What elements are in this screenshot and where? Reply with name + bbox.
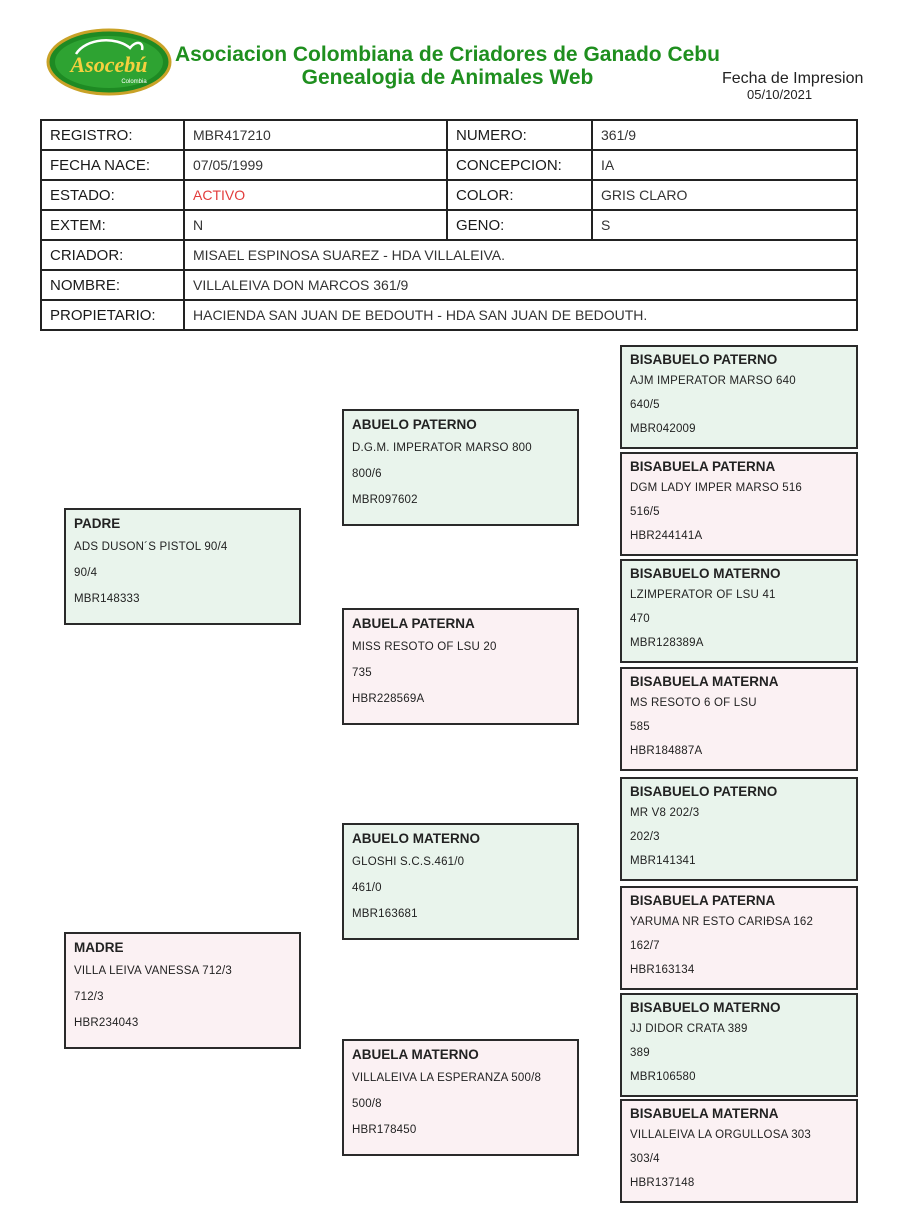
- table-row: [41, 150, 857, 180]
- extem-label: EXTEM:: [41, 210, 184, 240]
- madre-role: MADRE: [74, 940, 124, 955]
- madre-registro: HBR234043: [74, 1017, 139, 1029]
- nombre-value: VILLALEIVA DON MARCOS 361/9: [184, 270, 857, 300]
- registro-label: REGISTRO:: [41, 120, 184, 150]
- propietario-value: HACIENDA SAN JUAN DE BEDOUTH - HDA SAN JUAN DE BEDOUTH.: [184, 300, 857, 330]
- registro-value: MBR417210: [184, 120, 447, 150]
- bisabuelo-box: [620, 345, 858, 449]
- padre-role: PADRE: [74, 516, 121, 531]
- abuela-paterna-registro: HBR228569A: [352, 693, 425, 705]
- page-subtitle: Genealogia de Animales Web: [301, 66, 594, 89]
- bisabuelo-box: [620, 993, 858, 1097]
- bisabuelo-role: BISABUELA PATERNA: [630, 459, 776, 474]
- criador-value: MISAEL ESPINOSA SUAREZ - HDA VILLALEIVA.: [184, 240, 857, 270]
- bisabuelo-number: 516/5: [630, 506, 660, 518]
- madre-box: [64, 932, 301, 1049]
- extem-value: N: [184, 210, 447, 240]
- abuela-paterna-name: MISS RESOTO OF LSU 20: [352, 641, 497, 653]
- abuela-materna-number: 500/8: [352, 1098, 382, 1110]
- nombre-label: NOMBRE:: [41, 270, 184, 300]
- bisabuelo-registro: MBR128389A: [630, 637, 704, 649]
- color-label: COLOR:: [447, 180, 592, 210]
- bisabuelo-role: BISABUELA MATERNA: [630, 1106, 779, 1121]
- table-row: [41, 210, 857, 240]
- bisabuelo-name: AJM IMPERATOR MARSO 640: [630, 375, 796, 387]
- bisabuelo-registro: HBR244141A: [630, 530, 703, 542]
- bisabuelo-number: 162/7: [630, 940, 660, 952]
- bisabuelo-role: BISABUELO MATERNO: [630, 566, 781, 581]
- bisabuelo-box: [620, 777, 858, 881]
- bisabuelo-number: 202/3: [630, 831, 660, 843]
- bisabuelo-name: MR V8 202/3: [630, 807, 700, 819]
- numero-value: 361/9: [592, 120, 857, 150]
- geno-label: GENO:: [447, 210, 592, 240]
- abuelo-paterno-number: 800/6: [352, 468, 382, 480]
- bisabuelo-name: MS RESOTO 6 OF LSU: [630, 697, 757, 709]
- bisabuelo-number: 470: [630, 613, 650, 625]
- abuelo-materno-role: ABUELO MATERNO: [352, 831, 480, 846]
- bisabuelo-role: BISABUELO PATERNO: [630, 784, 778, 799]
- padre-registro: MBR148333: [74, 593, 140, 605]
- abuela-materna-box: [342, 1039, 579, 1156]
- padre-box: [64, 508, 301, 625]
- color-value: GRIS CLARO: [592, 180, 857, 210]
- bisabuelo-number: 640/5: [630, 399, 660, 411]
- criador-label: CRIADOR:: [41, 240, 184, 270]
- abuela-paterna-box: [342, 608, 579, 725]
- numero-label: NUMERO:: [447, 120, 592, 150]
- table-row: [41, 240, 857, 270]
- bisabuelo-role: BISABUELA PATERNA: [630, 893, 776, 908]
- logo-subtext: Colombia: [121, 79, 147, 85]
- propietario-label: PROPIETARIO:: [41, 300, 184, 330]
- bisabuelo-box: [620, 667, 858, 771]
- abuela-materna-name: VILLALEIVA LA ESPERANZA 500/8: [352, 1072, 542, 1084]
- estado-value: ACTIVO: [184, 180, 447, 210]
- abuelo-paterno-registro: MBR097602: [352, 494, 418, 506]
- print-date: 05/10/2021: [747, 87, 813, 102]
- bisabuelo-name: VILLALEIVA LA ORGULLOSA 303: [630, 1129, 811, 1141]
- madre-number: 712/3: [74, 991, 104, 1003]
- fecha-nace-value: 07/05/1999: [184, 150, 447, 180]
- abuelo-paterno-name: D.G.M. IMPERATOR MARSO 800: [352, 442, 532, 454]
- abuela-materna-role: ABUELA MATERNO: [352, 1047, 479, 1062]
- bisabuelo-box: [620, 1099, 858, 1203]
- bisabuelo-box: [620, 886, 858, 990]
- print-date-label: Fecha de Impresion: [722, 70, 864, 87]
- bisabuelo-name: LZIMPERATOR OF LSU 41: [630, 589, 776, 601]
- bisabuelo-box: [620, 559, 858, 663]
- bisabuelo-registro: HBR137148: [630, 1177, 695, 1189]
- abuelo-materno-registro: MBR163681: [352, 908, 418, 920]
- bisabuelo-role: BISABUELA MATERNA: [630, 674, 779, 689]
- bisabuelo-name: DGM LADY IMPER MARSO 516: [630, 482, 803, 494]
- bisabuelo-name: YARUMA NR ESTO CARIÐSA 162: [630, 916, 814, 928]
- bisabuelo-box: [620, 452, 858, 556]
- table-row: [41, 270, 857, 300]
- padre-number: 90/4: [74, 567, 98, 579]
- animal-info-table: [40, 119, 858, 331]
- bisabuelo-number: 389: [630, 1047, 650, 1059]
- bisabuelo-number: 303/4: [630, 1153, 660, 1165]
- table-row: [41, 300, 857, 330]
- abuela-paterna-role: ABUELA PATERNA: [352, 616, 475, 631]
- padre-name: ADS DUSON´S PISTOL 90/4: [74, 541, 228, 553]
- bisabuelo-registro: HBR184887A: [630, 745, 703, 757]
- page-title: Asociacion Colombiana de Criadores de Ganado Cebu: [175, 43, 720, 66]
- bisabuelo-registro: MBR141341: [630, 855, 696, 867]
- abuelo-paterno-role: ABUELO PATERNO: [352, 417, 477, 432]
- abuelo-materno-name: GLOSHI S.C.S.461/0: [352, 856, 465, 868]
- abuelo-paterno-box: [342, 409, 579, 526]
- table-row: [41, 180, 857, 210]
- logo-text: Asocebú: [70, 52, 148, 77]
- fecha-nace-label: FECHA NACE:: [41, 150, 184, 180]
- abuela-materna-registro: HBR178450: [352, 1124, 417, 1136]
- abuela-paterna-number: 735: [352, 667, 372, 679]
- table-row: [41, 120, 857, 150]
- bisabuelo-role: BISABUELO PATERNO: [630, 352, 778, 367]
- bisabuelo-role: BISABUELO MATERNO: [630, 1000, 781, 1015]
- concepcion-value: IA: [592, 150, 857, 180]
- abuelo-materno-number: 461/0: [352, 882, 382, 894]
- bisabuelo-registro: MBR042009: [630, 423, 696, 435]
- abuelo-materno-box: [342, 823, 579, 940]
- madre-name: VILLA LEIVA VANESSA 712/3: [74, 965, 233, 977]
- estado-label: ESTADO:: [41, 180, 184, 210]
- bisabuelo-name: JJ DIDOR CRATA 389: [630, 1023, 748, 1035]
- bisabuelo-registro: MBR106580: [630, 1071, 696, 1083]
- geno-value: S: [592, 210, 857, 240]
- concepcion-label: CONCEPCION:: [447, 150, 592, 180]
- bisabuelo-number: 585: [630, 721, 650, 733]
- bisabuelo-registro: HBR163134: [630, 964, 695, 976]
